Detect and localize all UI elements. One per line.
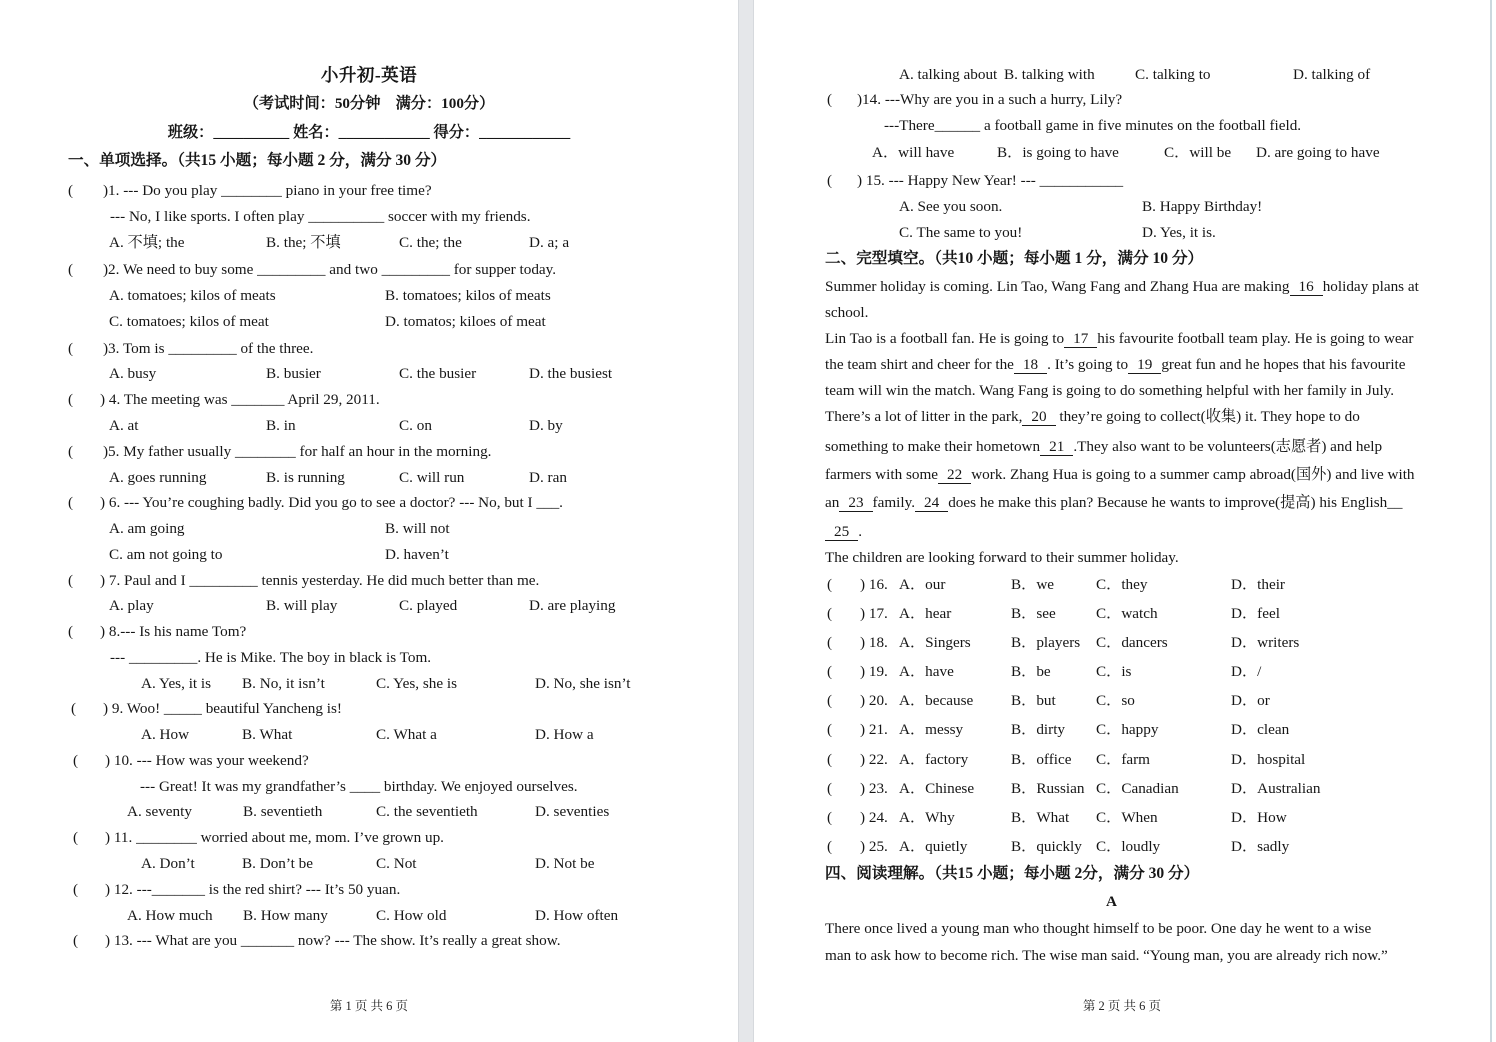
option-cell: C．watch [1096,605,1158,622]
option-cell: D. How a [535,726,594,743]
text-cell: an 23 family. 24 does he make this plan? Because he wants to improve(提高) his English__ [825,494,1403,511]
option-cell: D. ran [529,469,567,486]
options-row [0,722,738,748]
option-cell: B．quickly [1011,838,1082,855]
text-cell: something to make their hometown 21 .They also want to be volunteers(志愿者) and help [825,438,1383,455]
text-cell: 二、完型填空。（共10 小题；每小题 1 分，满分 10 分） [825,250,1204,267]
option-cell: B. the; 不填 [266,234,341,251]
option-cell: B. What [242,726,293,743]
option-cell: D．hospital [1231,751,1306,768]
option-cell: A．hear [899,605,952,622]
option-cell: C. What a [376,726,437,743]
text-cell: farmers with some 22 work. Zhang Hua is going to a summer camp abroad(国外) and live with [825,466,1415,483]
page-footer-text: 第 2 页 共 6 页 [1082,999,1162,1013]
answer-bracket: ( [827,605,833,622]
option-cell: C．dancers [1096,634,1168,651]
answer-bracket: ( [827,809,833,826]
page-gap-divider [738,0,754,1042]
section-heading [0,148,738,174]
option-cell: A．our [899,576,946,593]
passage-line [754,916,1490,942]
option-cell: A．factory [899,751,969,768]
cloze-options-row [754,688,1490,714]
options-row [0,671,738,697]
student-info-line-text: 班级：__________ 姓名：____________ 得分：____________ [167,124,571,141]
answer-bracket: ( [73,932,79,949]
options-row [0,593,738,619]
answer-bracket: ) 23. [860,780,888,797]
option-cell: A. See you soon. [899,198,1003,215]
question-line [754,113,1490,139]
text-cell: )1. --- Do you play ________ piano in your free time? [103,182,432,199]
options-row [754,140,1490,166]
option-cell: C．is [1096,663,1132,680]
cloze-options-row [754,834,1490,860]
option-cell: D. No, she isn’t [535,675,631,692]
text-cell: ) 10. --- How was your weekend? [105,752,309,769]
question-line [0,877,738,903]
section-heading [754,861,1490,887]
option-cell: D. a; a [529,234,570,251]
passage-line [754,404,1490,430]
answer-bracket: ( [827,634,833,651]
option-cell: A. play [109,597,154,614]
option-cell: D. talking of [1293,66,1371,83]
question-line [754,87,1490,113]
option-cell: D. the busiest [529,365,613,382]
option-cell: C．loudly [1096,838,1161,855]
option-cell: C．When [1096,809,1158,826]
text-cell: )14. ---Why are you in a such a hurry, Lily? [857,91,1123,108]
cloze-blank: 24 [915,494,948,512]
cloze-blank: 20 [1022,408,1055,426]
option-cell: B．we [1011,576,1055,593]
answer-bracket: ( [827,91,833,108]
option-cell: D．writers [1231,634,1300,651]
option-cell: C. on [399,417,432,434]
text-cell: ) 15. --- Happy New Year! --- ___________ [857,172,1124,189]
option-cell: D. How often [535,907,619,924]
option-cell: C．Canadian [1096,780,1179,797]
cloze-blank: 19 [1128,356,1161,374]
page-footer [754,993,1490,1019]
page-footer-text: 第 1 页 共 6 页 [329,999,409,1013]
question-line [0,825,738,851]
page-footer [0,993,738,1019]
text-cell: school. [825,304,869,321]
answer-bracket: ) 19. [860,663,888,680]
cloze-blank: 18 [1014,356,1047,374]
exam-subtitle [0,91,738,117]
answer-bracket: ( [68,340,74,357]
scrollbar-track[interactable] [1490,0,1492,1042]
answer-bracket: ) 18. [860,634,888,651]
option-cell: D．their [1231,576,1285,593]
cloze-options-row [754,630,1490,656]
option-cell: A．will have [872,144,955,161]
text-cell: ) 11. ________ worried about me, mom. I’ve grown up. [105,829,444,846]
question-line [0,439,738,465]
answer-bracket: ( [68,623,74,640]
answer-bracket: ) 16. [860,576,888,593]
option-cell: B. will play [266,597,338,614]
option-cell: C. the busier [399,365,477,382]
answer-bracket: ) 20. [860,692,888,709]
text-cell: There’s a lot of litter in the park, 20 they’re going to collect(收集) it. They hope to do [825,408,1360,425]
text-cell: Lin Tao is a football fan. He is going to 17 his favourite football team play. He is going to wear [825,330,1414,347]
option-cell: A. at [109,417,139,434]
question-line [0,748,738,774]
option-cell: D．feel [1231,605,1280,622]
option-cell: A．Chinese [899,780,975,797]
exam-page-1 [0,0,738,1042]
option-cell: C．happy [1096,721,1159,738]
option-cell: D. Not be [535,855,595,872]
text-cell: )3. Tom is _________ of the three. [103,340,314,357]
option-cell: C. will run [399,469,465,486]
cloze-blank: 17 [1064,330,1097,348]
text-cell: man to ask how to become rich. The wise man said. “Young man, you are already rich now.” [825,947,1388,964]
text-cell: --- _________. He is Mike. The boy in black is Tom. [110,649,432,666]
option-cell: B. Happy Birthday! [1142,198,1263,215]
question-line [0,774,738,800]
text-cell: 一、单项选择。（共15 小题；每小题 2 分，满分 30 分） [68,152,447,169]
options-row [0,799,738,825]
option-cell: C. am not going to [109,546,223,563]
option-cell: A. Don’t [141,855,195,872]
cloze-blank: 21 [1040,438,1073,456]
answer-bracket: ( [73,829,79,846]
option-cell: A．quietly [899,838,968,855]
option-cell: D．or [1231,692,1270,709]
option-cell: D. by [529,417,563,434]
option-cell: B. No, it isn’t [242,675,325,692]
answer-bracket: ( [68,391,74,408]
option-cell: B．dirty [1011,721,1066,738]
options-row [0,542,738,568]
option-cell: B．see [1011,605,1056,622]
question-line [0,490,738,516]
cloze-blank: 25 [825,523,858,541]
text-cell: ---There______ a football game in five minutes on the football field. [884,117,1302,134]
option-cell: D. tomatos; kiloes of meat [385,313,546,330]
text-cell: --- Great! It was my grandfather’s ____ birthday. We enjoyed ourselves. [140,778,578,795]
options-row [754,220,1490,246]
option-cell: C．will be [1164,144,1232,161]
option-cell: A. seventy [127,803,192,820]
text-cell: ) 12. ---_______ is the red shirt? --- It’s 50 yuan. [105,881,401,898]
option-cell: C．farm [1096,751,1150,768]
text-cell: ) 8.--- Is his name Tom? [100,623,247,640]
option-cell: C. Yes, she is [376,675,458,692]
passage-line [754,519,1490,545]
option-cell: B．but [1011,692,1056,709]
option-cell: B．What [1011,809,1070,826]
cloze-options-row [754,776,1490,802]
cloze-options-row [754,717,1490,743]
option-cell: A．have [899,663,954,680]
option-cell: B. will not [385,520,450,537]
passage-line [754,462,1490,488]
option-cell: C. Not [376,855,417,872]
text-cell: ) 7. Paul and I _________ tennis yesterday. He did much better than me. [100,572,540,589]
answer-bracket: ( [71,700,77,717]
option-cell: B. Don’t be [242,855,314,872]
option-cell: C. the; the [399,234,462,251]
text-cell: ) 6. --- You’re coughing badly. Did you go to see a doctor? --- No, but I ___. [100,494,563,511]
option-cell: C．so [1096,692,1135,709]
option-cell: A. How much [127,907,213,924]
cloze-options-row [754,659,1490,685]
answer-bracket: ( [827,663,833,680]
text-cell: --- No, I like sports. I often play __________ soccer with my friends. [110,208,531,225]
passage-line [754,545,1490,571]
option-cell: B. in [266,417,296,434]
option-cell: D. are going to have [1256,144,1380,161]
answer-bracket: ( [68,443,74,460]
answer-bracket: ( [68,572,74,589]
question-line [0,336,738,362]
option-cell: D. Yes, it is. [1142,224,1216,241]
answer-bracket: ( [68,261,74,278]
answer-bracket: ( [827,576,833,593]
passage-line [754,326,1490,352]
answer-bracket: ) 22. [860,751,888,768]
option-cell: C. the seventieth [376,803,478,820]
option-cell: C．they [1096,576,1148,593]
exam-subtitle-text: （考试时间：50分钟 满分：100分） [243,95,495,112]
question-line [0,928,738,954]
text-cell: ) 4. The meeting was _______ April 29, 2011. [100,391,380,408]
option-cell: D．Australian [1231,780,1321,797]
text-cell: the team shirt and cheer for the 18 . It’s going to 19 great fun and he hopes that his favourite [825,356,1406,373]
question-line [0,204,738,230]
option-cell: D．/ [1231,663,1262,680]
cloze-blank: 23 [839,494,872,512]
answer-bracket: ( [827,838,833,855]
question-line [0,257,738,283]
option-cell: A. 不填; the [109,234,185,251]
option-cell: A. am going [109,520,185,537]
option-cell: B．office [1011,751,1072,768]
answer-bracket: ( [68,494,74,511]
reading-passage-label [754,889,1490,915]
text-cell: The children are looking forward to their summer holiday. [825,549,1179,566]
answer-bracket: ( [73,881,79,898]
question-line [0,387,738,413]
text-cell: 25 . [825,519,862,545]
option-cell: C. How old [376,907,447,924]
option-cell: C. tomatoes; kilos of meat [109,313,269,330]
options-row [754,194,1490,220]
text-cell: 四、阅读理解。（共15 小题；每小题 2分，满分 30 分） [825,865,1200,882]
option-cell: C. talking to [1135,66,1211,83]
exam-page-2 [754,0,1490,1042]
option-cell: C. played [399,597,458,614]
passage-line [754,943,1490,969]
student-info-line [0,120,738,146]
cloze-options-row [754,572,1490,598]
answer-bracket: ) 21. [860,721,888,738]
option-cell: B．Russian [1011,780,1085,797]
answer-bracket: ( [827,721,833,738]
option-cell: B. busier [266,365,321,382]
cloze-blank: 22 [938,466,971,484]
option-cell: A. talking about [899,66,998,83]
cloze-options-row [754,805,1490,831]
passage-line [754,378,1490,404]
option-cell: B. seventieth [243,803,323,820]
option-cell: D. haven’t [385,546,449,563]
option-cell: B. talking with [1004,66,1095,83]
option-cell: A. Yes, it is [141,675,212,692]
option-cell: B. tomatoes; kilos of meats [385,287,551,304]
option-cell: B. How many [243,907,328,924]
cloze-blank: 16 [1290,278,1323,296]
option-cell: A．Why [899,809,955,826]
question-line [0,645,738,671]
answer-bracket: ( [68,182,74,199]
answer-bracket: ( [827,751,833,768]
question-line [0,178,738,204]
answer-bracket: ( [827,692,833,709]
options-row [0,309,738,335]
answer-bracket: ) 25. [860,838,888,855]
passage-line [754,490,1490,516]
option-cell: D. are playing [529,597,616,614]
cloze-options-row [754,601,1490,627]
question-line [754,168,1490,194]
option-cell: D．clean [1231,721,1290,738]
answer-bracket: ) 17. [860,605,888,622]
passage-line [754,434,1490,460]
options-row [0,413,738,439]
cloze-options-row [754,747,1490,773]
text-cell: )2. We need to buy some _________ and two _________ for supper today. [103,261,557,278]
option-cell: D．sadly [1231,838,1290,855]
option-cell: D. seventies [535,803,610,820]
option-cell: A．messy [899,721,964,738]
option-cell: B．be [1011,663,1051,680]
answer-bracket: ( [827,172,833,189]
option-cell: A．because [899,692,974,709]
options-row [754,62,1490,88]
text-cell: ) 9. Woo! _____ beautiful Yancheng is! [103,700,342,717]
question-line [0,568,738,594]
option-cell: A．Singers [899,634,971,651]
options-row [0,465,738,491]
option-cell: B．is going to have [997,144,1119,161]
passage-line [754,274,1490,300]
options-row [0,903,738,929]
options-row [0,361,738,387]
options-row [0,283,738,309]
answer-bracket: ( [73,752,79,769]
text-cell: Summer holiday is coming. Lin Tao, Wang Fang and Zhang Hua are making 16 holiday plans at [825,278,1419,295]
option-cell: D．How [1231,809,1287,826]
section-heading [754,246,1490,272]
option-cell: B. is running [266,469,345,486]
options-row [0,230,738,256]
option-cell: A. busy [109,365,157,382]
option-cell: A. tomatoes; kilos of meats [109,287,276,304]
exam-title-text: 小升初-英语 [320,65,418,85]
options-row [0,516,738,542]
option-cell: C. The same to you! [899,224,1023,241]
text-cell: ) 13. --- What are you _______ now? --- The show. It’s really a great show. [105,932,561,949]
passage-line [754,352,1490,378]
option-cell: A. goes running [109,469,207,486]
option-cell: A. How [141,726,190,743]
options-row [0,851,738,877]
answer-bracket: ( [827,780,833,797]
exam-title [0,62,738,88]
text-cell: team will win the match. Wang Fang is going to do something helpful with her family in July. [825,382,1395,399]
text-cell: There once lived a young man who thought himself to be poor. One day he went to a wise [825,920,1372,937]
question-line [0,619,738,645]
option-cell: B．players [1011,634,1081,651]
text-cell: A [1106,893,1117,910]
question-line [0,696,738,722]
text-cell: )5. My father usually ________ for half an hour in the morning. [103,443,492,460]
passage-line [754,300,1490,326]
answer-bracket: ) 24. [860,809,888,826]
